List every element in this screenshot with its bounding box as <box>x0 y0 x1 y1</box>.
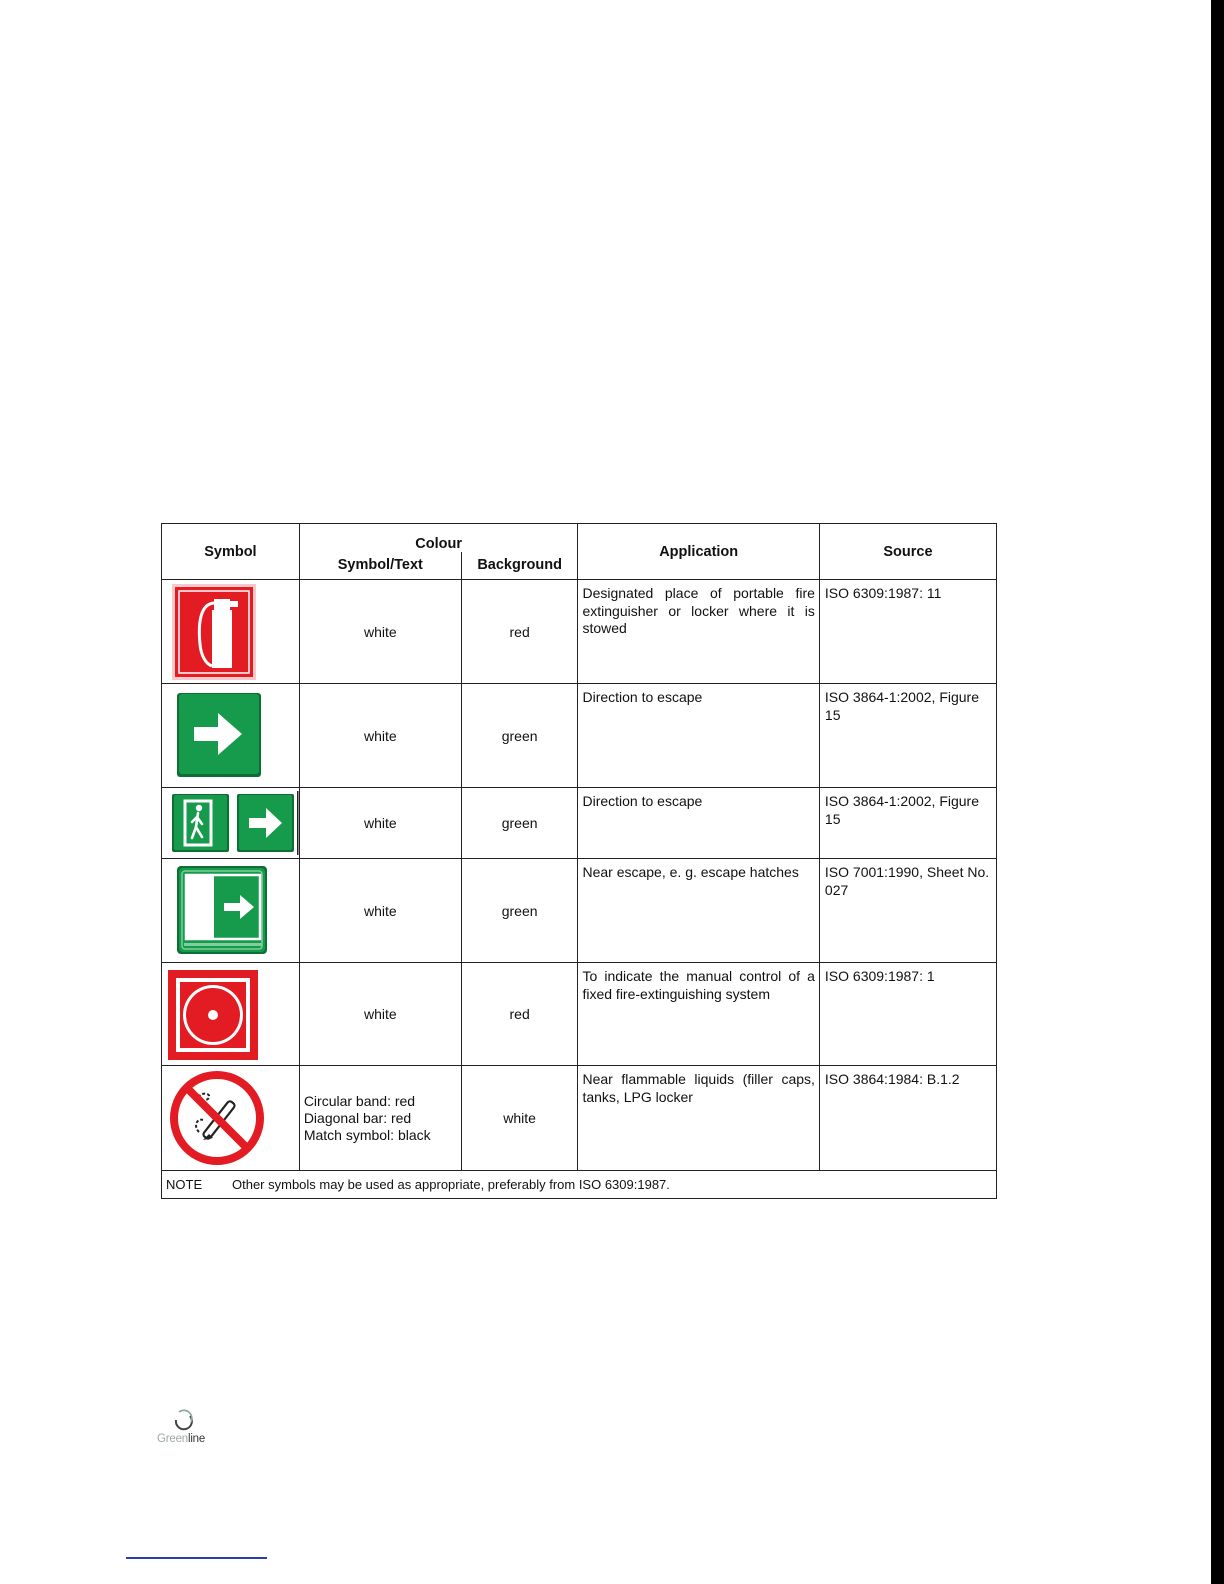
header-symbol-text: Symbol/Text <box>299 552 461 580</box>
greenline-logo <box>156 1408 212 1445</box>
greenline-logo-icon <box>156 1408 212 1432</box>
header-symbol: Symbol <box>162 524 300 580</box>
application-cell: Near escape, e. g. escape hatches <box>578 859 819 963</box>
symbol-text-cell: white <box>299 788 461 859</box>
application-cell: To indicate the manual control of a fixed fire-extinguishing system <box>578 963 819 1066</box>
source-cell: ISO 3864:1984: B.1.2 <box>819 1066 996 1171</box>
header-application: Application <box>578 524 819 580</box>
page-edge-bar <box>1211 0 1224 1584</box>
symbol-cell <box>162 859 300 963</box>
symbol-text-line-circular-band: Circular band: red <box>303 1092 416 1109</box>
background-cell: red <box>461 963 578 1066</box>
table-row <box>162 859 997 963</box>
background-cell: red <box>461 580 578 684</box>
header-colour: Colour <box>299 524 578 552</box>
table-note-row <box>162 1171 997 1199</box>
application-cell: Direction to escape <box>578 684 819 788</box>
table-row <box>162 1066 997 1171</box>
symbol-text-line-diagonal-bar: Diagonal bar: red <box>303 1109 412 1126</box>
escape-direction-arrow-sign-icon <box>176 691 266 781</box>
note-text: Other symbols may be used as appropriate, preferably from ISO 6309:1987. <box>232 1177 670 1192</box>
table-row <box>162 788 997 859</box>
symbol-cell <box>162 684 300 788</box>
safety-signs-table <box>161 523 997 1199</box>
running-person-and-arrow-sign-icon <box>171 791 301 855</box>
escape-hatch-door-arrow-sign-icon <box>176 865 272 957</box>
footer-link-underline <box>126 1557 267 1559</box>
symbol-text-cell: white <box>299 580 461 684</box>
symbol-cell <box>162 963 300 1066</box>
header-background: Background <box>461 552 578 580</box>
background-cell: green <box>461 684 578 788</box>
background-cell: green <box>461 859 578 963</box>
header-source: Source <box>819 524 996 580</box>
symbol-cell <box>162 788 300 859</box>
logo-brand-text: Greenline <box>157 1433 206 1445</box>
note-label: NOTE <box>166 1177 203 1192</box>
source-cell: ISO 6309:1987: 1 <box>819 963 996 1066</box>
application-cell: Direction to escape <box>578 788 819 859</box>
no-smoking-no-naked-flame-sign-icon <box>169 1070 265 1166</box>
table-row <box>162 963 997 1066</box>
table-row <box>162 684 997 788</box>
symbol-text-cell <box>299 1066 461 1171</box>
fire-extinguisher-sign-icon <box>172 584 260 680</box>
symbol-cell <box>162 1066 300 1171</box>
application-cell: Near flammable liquids (filler caps, tanks, LPG locker <box>578 1066 819 1171</box>
symbol-cell <box>162 580 300 684</box>
table-header-row <box>162 524 997 552</box>
application-cell: Designated place of portable fire extinguisher or locker where it is stowed <box>578 580 819 684</box>
symbol-text-cell: white <box>299 963 461 1066</box>
symbol-text-cell: white <box>299 684 461 788</box>
symbol-text-cell: white <box>299 859 461 963</box>
symbol-text-line-match-symbol: Match symbol: black <box>303 1126 431 1143</box>
source-cell: ISO 7001:1990, Sheet No. 027 <box>819 859 996 963</box>
source-cell: ISO 3864-1:2002, Figure 15 <box>819 788 996 859</box>
background-cell: green <box>461 788 578 859</box>
table-row <box>162 580 997 684</box>
background-cell: white <box>461 1066 578 1171</box>
source-cell: ISO 3864-1:2002, Figure 15 <box>819 684 996 788</box>
source-cell: ISO 6309:1987: 11 <box>819 580 996 684</box>
table-note <box>162 1171 997 1199</box>
manual-control-button-sign-icon <box>167 968 261 1060</box>
